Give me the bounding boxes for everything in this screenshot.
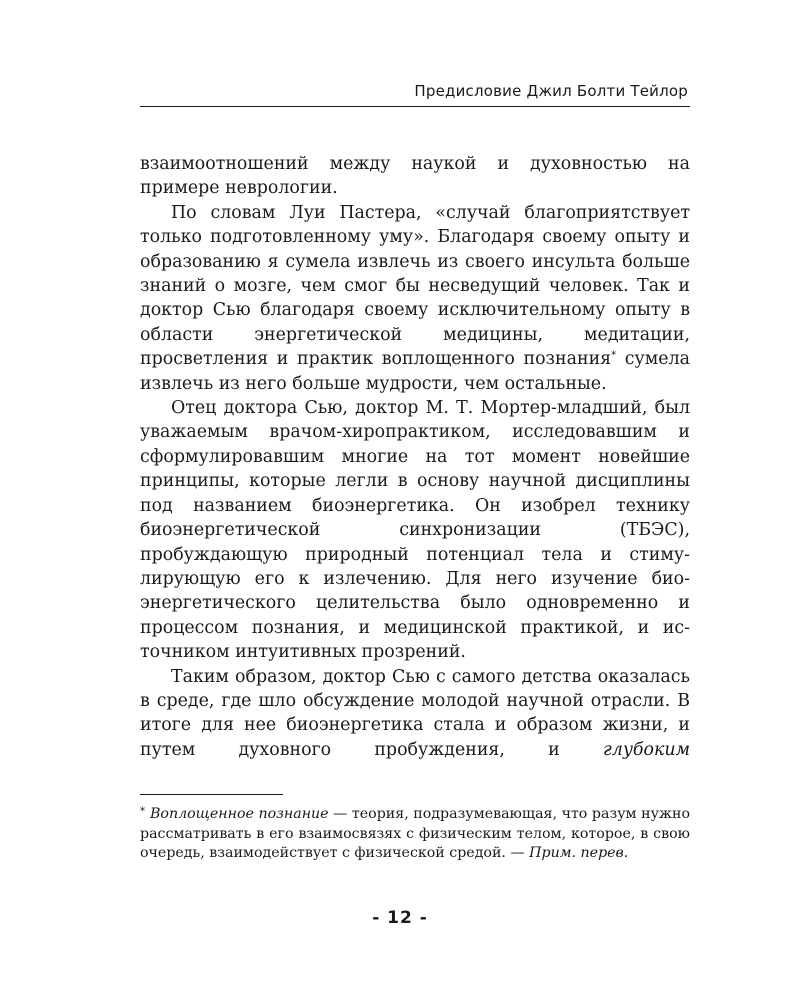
footnote-rule xyxy=(140,794,283,795)
footnote-credit: Прим. перев. xyxy=(529,845,629,862)
footnote-text: — теория, подразумевающая, что разум нужно рассматривать в его взаимосвязях с физическим телом, которое, в свою очередь, взаимодействует с физической средой. — xyxy=(140,806,691,862)
paragraph-4-italic: глубоким xyxy=(602,739,690,760)
page-number: - 12 - xyxy=(372,908,428,928)
paragraph-1: взаимоотношений между наукой и духовностью на примере неврологии. xyxy=(140,154,690,199)
paragraph-4 xyxy=(140,665,690,763)
paragraph-2-text-b: сумела извлечь из него больше мудрости, чем остальные. xyxy=(140,349,691,394)
header-rule xyxy=(140,106,690,107)
footnote-reference: * xyxy=(611,350,617,362)
body-text xyxy=(140,152,690,762)
footnote-marker: * xyxy=(140,806,145,817)
running-header: Предисловие Джил Болти Тейлор xyxy=(414,82,688,100)
footnote xyxy=(140,802,690,864)
footnote-term: Воплощенное познание xyxy=(150,806,329,822)
paragraph-4-text: Таким образом, доктор Сью с самого детства оказалась в среде, где шло обсуждение молодой научной отрасли. В итоге для нее биоэнергетика стала и образом жизни, и путем духовного пробуждения, и xyxy=(140,666,690,760)
paragraph-2-text-a: По словам Луи Пастера, «случай благоприятствует только подготовленному уму». Благодаря своему опыту и образованию я сумела извлечь из своего инсульта больше знаний о мозге, чем смог бы несведущий человек. Так и доктор Сью благодаря своему исключительному опыту в области энергетической медицины, медитации, просветления и практик воплощенного познания xyxy=(140,202,690,370)
paragraph-3: Отец доктора Сью, доктор М. Т. Мортер-младший, был уважаемым врачом-хиропрактиком, исследовавшим и сформулировавшим многие на тот момент новейшие принципы, которые легли в основу научной дисциплины под названием биоэнергетика. Он изобрел технику биоэнергетической синхронизации (ТБЭС), пробуждающую природный потенциал тела и стимулирующую его к излечению. Для него изучение биоэнергетического целительства было одновременно и процессом познания, и медицинской практикой, и источником интуитивных прозрений. xyxy=(140,398,690,663)
paragraph-2 xyxy=(140,201,690,396)
